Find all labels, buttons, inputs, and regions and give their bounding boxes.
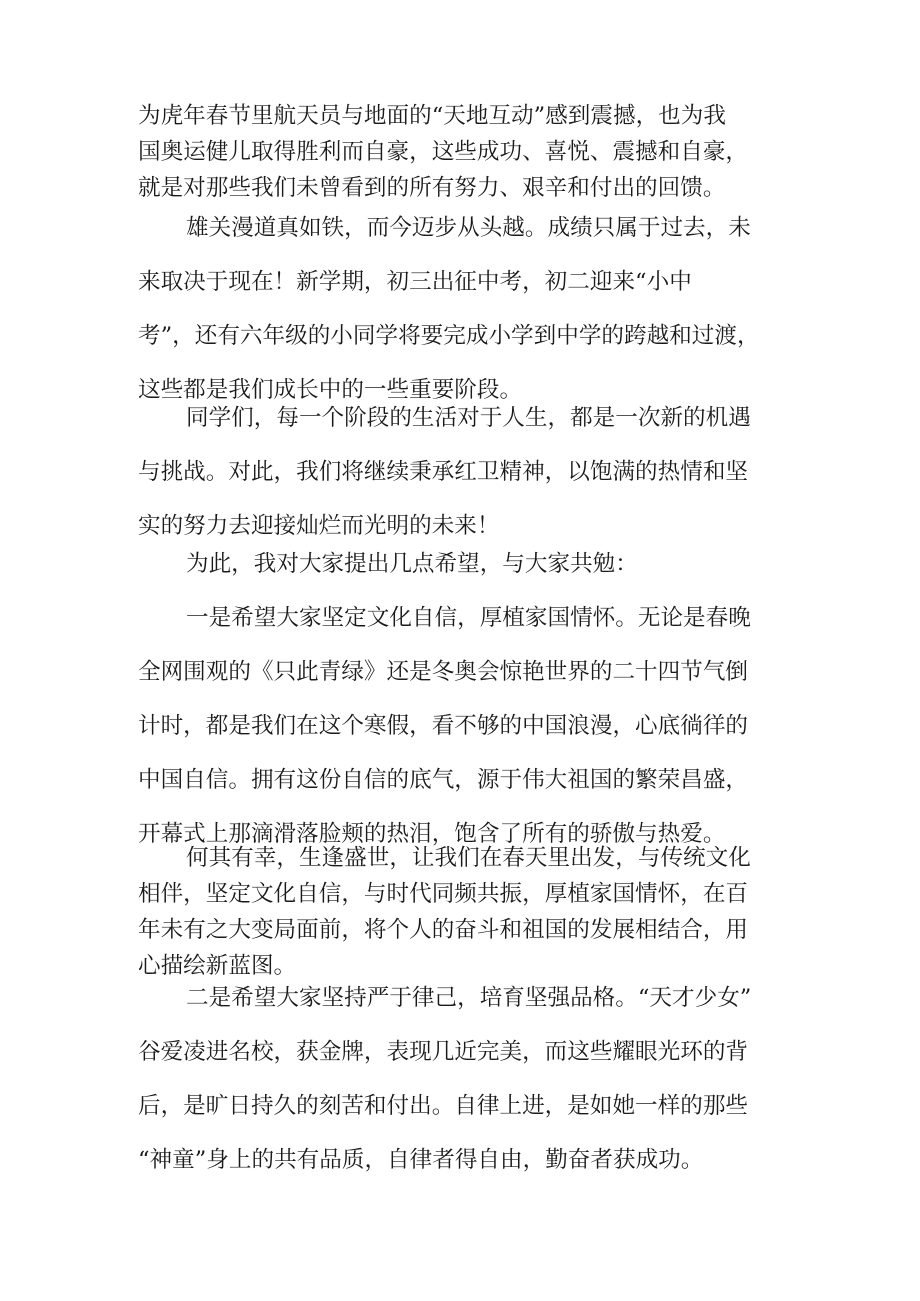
paragraph-2 bbox=[138, 201, 794, 417]
text-line: 计时，都是我们在这个寒假，看不够的中国浪漫，心底徜徉的 bbox=[138, 713, 749, 739]
text-line: 这些都是我们成长中的一些重要阶段。 bbox=[138, 377, 523, 403]
text-line: 全网围观的《只此青绿》还是冬奥会惊艳世界的二十四节气倒 bbox=[138, 659, 749, 685]
paragraph-7 bbox=[138, 971, 794, 1187]
text-line: 一是希望大家坚定文化自信，厚植家国情怀。无论是春晚 bbox=[186, 605, 751, 631]
paragraph-5 bbox=[138, 591, 794, 861]
paragraph-1 bbox=[138, 98, 794, 206]
text-line: “神童”身上的共有品质，自律者得自由，勤奋者获成功。 bbox=[138, 1147, 704, 1173]
text-line: 心描绘新蓝图。 bbox=[138, 953, 297, 979]
text-line: 同学们，每一个阶段的生活对于人生，都是一次新的机遇 bbox=[186, 405, 751, 431]
text-line: 考”，还有六年级的小同学将要完成小学到中学的跨越和过渡， bbox=[138, 323, 760, 349]
text-line: 二是希望大家坚持严于律己，培育坚强品格。“天才少女” bbox=[186, 985, 752, 1011]
text-line: 为虎年春节里航天员与地面的“天地互动”感到震撼，也为我 bbox=[138, 103, 726, 129]
paragraph-6 bbox=[138, 840, 794, 984]
text-line: 实的努力去迎接灿烂而光明的未来！ bbox=[138, 513, 500, 539]
text-line: 后，是旷日持久的刻苦和付出。自律上进，是如她一样的那些 bbox=[138, 1093, 749, 1119]
paragraph-3 bbox=[138, 391, 794, 553]
text-line: 谷爱凌进名校，获金牌，表现几近完美，而这些耀眼光环的背 bbox=[138, 1039, 749, 1065]
text-line: 就是对那些我们未曾看到的所有努力、艰辛和付出的回馈。 bbox=[138, 175, 726, 201]
text-line: 为此，我对大家提出几点希望，与大家共勉： bbox=[186, 551, 638, 577]
text-line: 何其有幸，生逢盛世，让我们在春天里出发，与传统文化 bbox=[186, 845, 751, 871]
text-line: 开幕式上那滴滑落脸颊的热泪，饱含了所有的骄傲与热爱。 bbox=[138, 821, 726, 847]
paragraph-4 bbox=[138, 537, 794, 591]
text-line: 相伴，坚定文化自信，与时代同频共振，厚植家国情怀，在百 bbox=[138, 881, 749, 907]
text-line: 来取决于现在！新学期，初三出征中考，初二迎来“小中 bbox=[138, 269, 692, 295]
text-line: 雄关漫道真如铁，而今迈步从头越。成绩只属于过去，未 bbox=[186, 215, 751, 241]
text-line: 与挑战。对此，我们将继续秉承红卫精神，以饱满的热情和坚 bbox=[138, 459, 749, 485]
text-line: 国奥运健儿取得胜利而自豪，这些成功、喜悦、震撼和自豪， bbox=[138, 139, 749, 165]
text-line: 中国自信。拥有这份自信的底气，源于伟大祖国的繁荣昌盛， bbox=[138, 767, 749, 793]
text-line: 年未有之大变局面前，将个人的奋斗和祖国的发展相结合，用 bbox=[138, 917, 749, 943]
